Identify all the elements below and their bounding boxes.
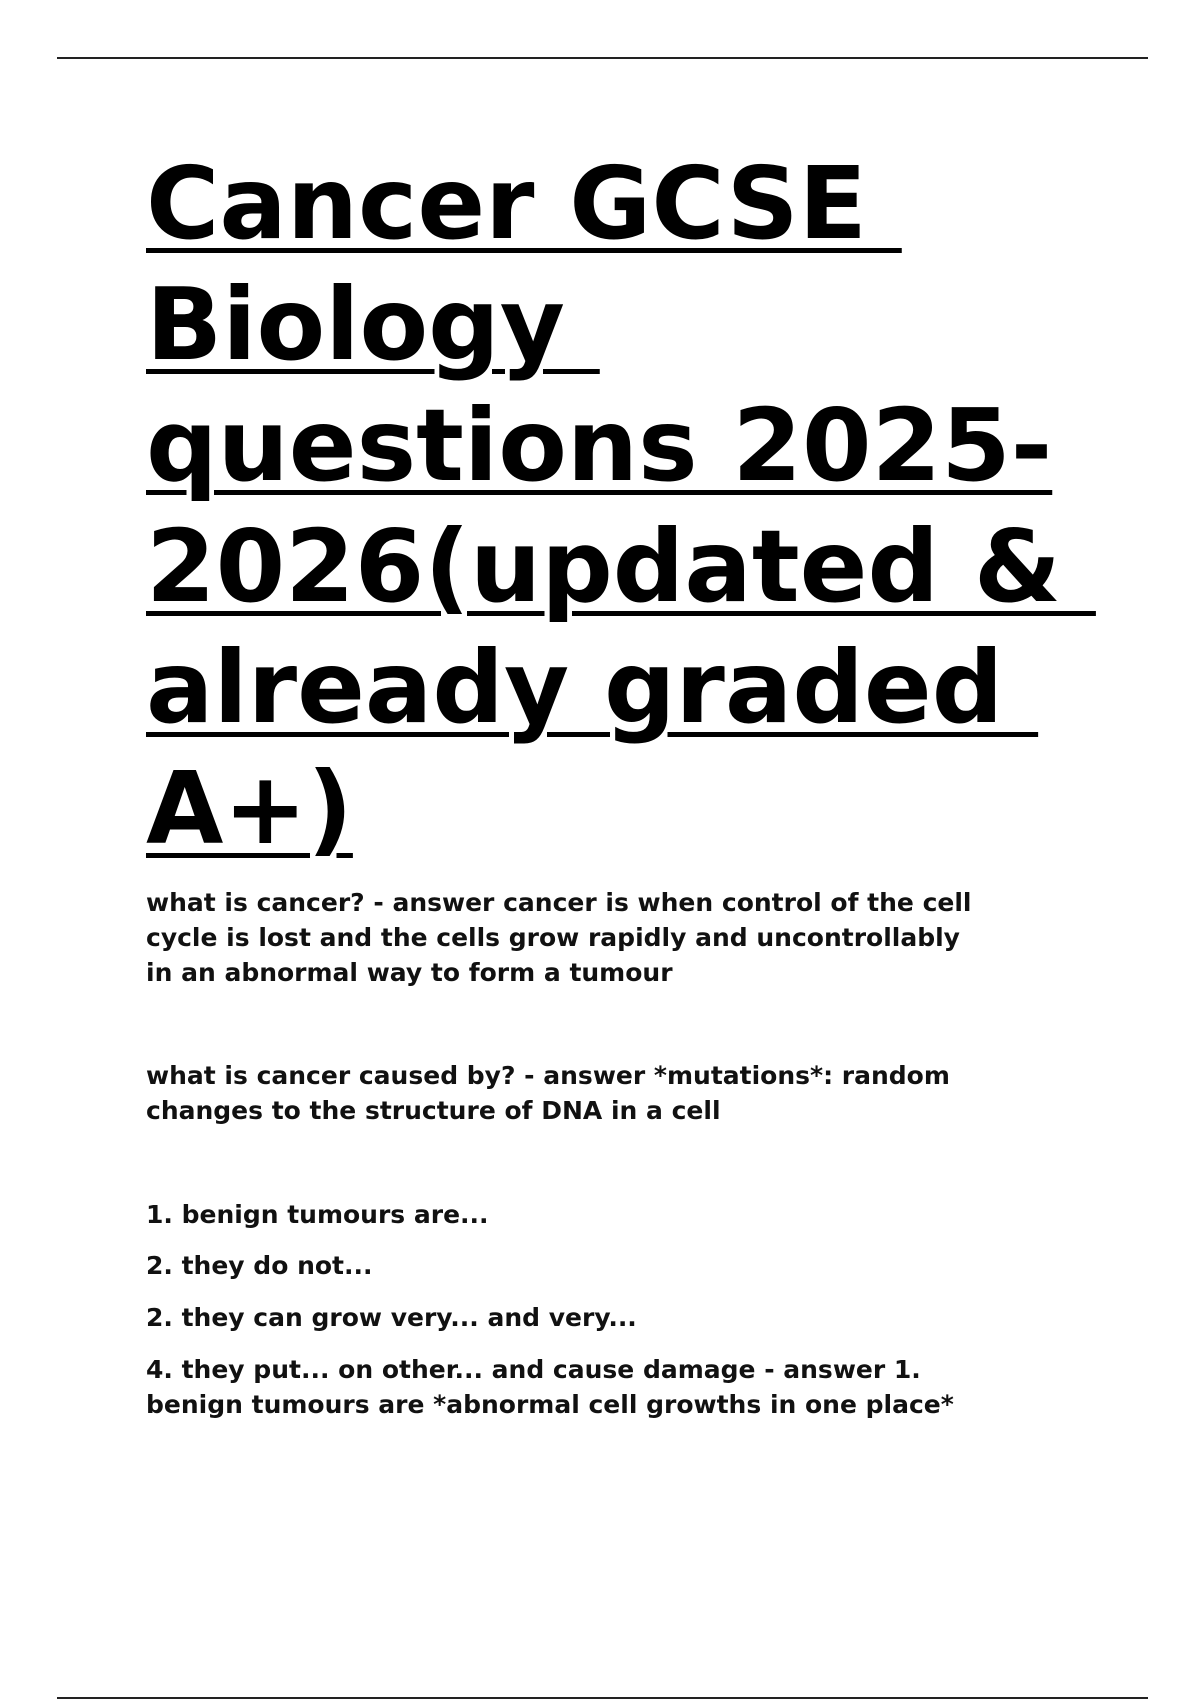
text-line: changes to the structure of DNA in a cell (146, 1096, 721, 1125)
title-line: Cancer GCSE (146, 145, 902, 262)
text-line: what is cancer? - answer cancer is when control of the cell (146, 888, 972, 917)
question-benign-tumours (146, 1197, 954, 1422)
title-line: A+) (146, 750, 353, 867)
question-what-is-cancer (146, 885, 971, 990)
bottom-rule (57, 1697, 1148, 1699)
question-cancer-caused-by (146, 1058, 950, 1128)
list-item: 2. they can grow very... and very... (146, 1303, 637, 1332)
list-item: benign tumours are *abnormal cell growths in one place* (146, 1390, 954, 1419)
title-line: 2026(updated & (146, 508, 1096, 625)
title-line: questions 2025- (146, 387, 1053, 504)
top-rule (57, 57, 1148, 59)
list-item: 4. they put... on other... and cause damage - answer 1. (146, 1355, 921, 1384)
text-line: what is cancer caused by? - answer *mutations*: random (146, 1061, 950, 1090)
text-line: in an abnormal way to form a tumour (146, 958, 673, 987)
document-title (146, 143, 1096, 869)
title-line: Biology (146, 266, 600, 383)
text-line: cycle is lost and the cells grow rapidly and uncontrollably (146, 923, 960, 952)
list-item: 1. benign tumours are... (146, 1200, 489, 1229)
list-item: 2. they do not... (146, 1251, 373, 1280)
title-line: already graded (146, 629, 1039, 746)
